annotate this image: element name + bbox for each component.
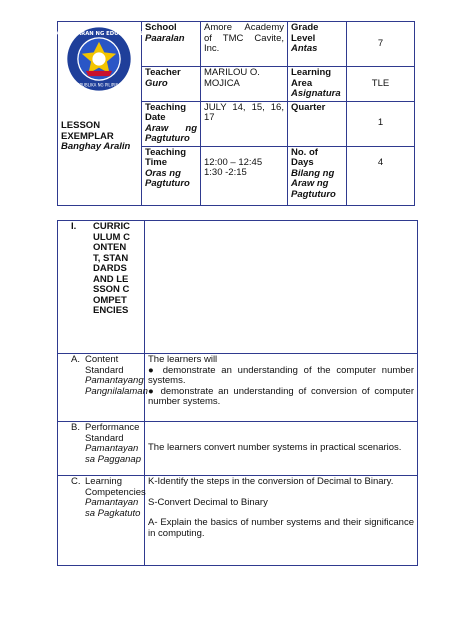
section-header-cell bbox=[58, 221, 145, 354]
deped-seal-icon bbox=[55, 26, 143, 92]
teacher-value: MARILOU O. MOJICA bbox=[201, 67, 288, 102]
area-label-cell bbox=[288, 67, 347, 102]
date-label-cell bbox=[142, 101, 201, 146]
teacher-label-cell bbox=[142, 67, 201, 102]
time-value-2: 1:30 -2:15 bbox=[204, 167, 247, 178]
days-label-fil: Bilang ng Araw ng Pagtuturo bbox=[291, 167, 336, 200]
area-label-fil: Asignatura bbox=[291, 88, 341, 99]
lesson-title: LESSON EXEMPLAR bbox=[61, 120, 114, 142]
school-value: Amore Academy of TMC Cavite, Inc. bbox=[201, 22, 288, 67]
header-table bbox=[57, 21, 415, 206]
performance-standard-label: Performance Standard bbox=[85, 422, 140, 444]
grade-label: Grade Level bbox=[291, 22, 319, 44]
content-standard-intro: The learners will bbox=[148, 354, 218, 365]
school-label-cell bbox=[142, 22, 201, 67]
competency-knowledge: K-Identify the steps in the conversion of Decimal to Binary. bbox=[148, 476, 394, 487]
competency-skill: S-Convert Decimal to Binary bbox=[148, 496, 268, 508]
performance-standard-letter: B. bbox=[71, 422, 80, 433]
lesson-title-block bbox=[61, 121, 141, 153]
competencies-label-fil: Pamantayan sa Pagkatuto bbox=[85, 497, 141, 519]
section-header-empty bbox=[145, 221, 418, 354]
teacher-label-fil: Guro bbox=[145, 77, 168, 89]
quarter-label-cell bbox=[288, 101, 347, 146]
competencies-text-cell bbox=[145, 476, 418, 566]
days-value-cell bbox=[347, 146, 415, 205]
grade-value: 7 bbox=[347, 22, 415, 67]
date-label-fil: Araw ng Pagtuturo bbox=[145, 122, 197, 144]
area-label: Learning Area bbox=[291, 67, 332, 89]
days-label-cell bbox=[288, 146, 347, 205]
grade-label-cell bbox=[288, 22, 347, 67]
competencies-label: Learning Competencies bbox=[85, 476, 146, 498]
content-standard-label-fil: Pamantayang Pangnilalaman bbox=[85, 375, 148, 397]
competencies-letter: C. bbox=[71, 476, 81, 487]
performance-standard-label-cell bbox=[58, 422, 145, 476]
days-value: 4 bbox=[377, 156, 384, 168]
seal-text-top: KAGAWARAN NG EDUKASYON bbox=[55, 31, 143, 38]
section-number: I. bbox=[71, 221, 77, 232]
school-label: School bbox=[145, 22, 177, 33]
date-value: JULY 14, 15, 16, 17 bbox=[201, 101, 288, 146]
time-label-fil: Oras ng Pagtuturo bbox=[145, 167, 190, 189]
logo-cell bbox=[55, 22, 143, 206]
content-standard-label-cell bbox=[58, 354, 148, 422]
quarter-value: 1 bbox=[347, 101, 415, 146]
content-standard-bullet-1: ● demonstrate an understanding of the computer number systems. bbox=[148, 364, 414, 386]
competency-attitude: A- Explain the basics of number systems and their significance in computing. bbox=[148, 517, 414, 539]
content-standard-label: Content Standard bbox=[85, 354, 124, 376]
seal-text-bottom: REPUBLIKA NG PILIPINAS bbox=[74, 82, 124, 88]
content-standard-letter: A. bbox=[71, 354, 80, 365]
curriculum-table bbox=[57, 220, 418, 566]
content-standard-bullet-2: ● demonstrate an understanding of conversion of computer number systems. bbox=[148, 385, 414, 407]
teacher-label: Teacher bbox=[145, 67, 181, 78]
performance-standard-text: The learners convert number systems in practical scenarios. bbox=[145, 422, 418, 476]
content-standard-text-cell bbox=[145, 354, 418, 422]
grade-label-fil: Antas bbox=[291, 43, 318, 54]
date-label: Teaching Date bbox=[145, 101, 186, 123]
quarter-label: Quarter bbox=[291, 101, 326, 113]
section-title: CURRICULUM CONTENT, STANDARDS AND LESSON COMPETENCIES bbox=[93, 221, 130, 316]
time-label: Teaching Time bbox=[145, 146, 186, 168]
time-value-1: 12:00 – 12:45 bbox=[204, 156, 263, 168]
time-label-cell bbox=[142, 146, 201, 205]
lesson-subtitle: Banghay Aralin bbox=[61, 141, 131, 152]
school-label-fil: Paaralan bbox=[145, 32, 185, 44]
performance-standard-label-fil: Pamantayan sa Pagganap bbox=[85, 443, 141, 465]
competencies-label-cell bbox=[58, 476, 145, 566]
time-value-cell bbox=[201, 146, 288, 205]
days-label: No. of Days bbox=[291, 146, 318, 168]
area-value: TLE bbox=[347, 67, 415, 102]
